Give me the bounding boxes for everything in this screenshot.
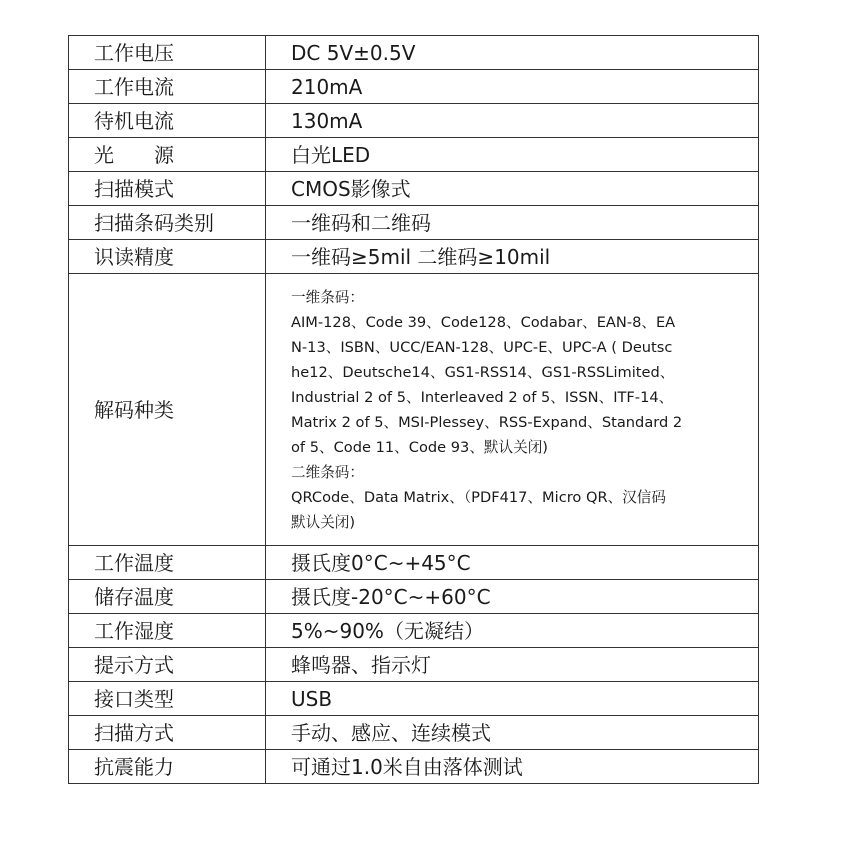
row-value-barcode-category: 一维码和二维码 <box>266 206 759 240</box>
decode-line: of 5、Code 11、Code 93、默认关闭) <box>291 438 548 456</box>
row-label-interface-type: 接口类型 <box>69 682 266 716</box>
table-row <box>69 104 759 138</box>
row-value-working-current: 210mA <box>266 70 759 104</box>
table-row <box>69 750 759 784</box>
table-row <box>69 172 759 206</box>
row-label-working-voltage: 工作电压 <box>69 36 266 70</box>
row-label-scan-method: 扫描方式 <box>69 716 266 750</box>
table-row <box>69 240 759 274</box>
row-value-standby-current: 130mA <box>266 104 759 138</box>
decode-line: Industrial 2 of 5、Interleaved 2 of 5、ISSN、ITF-14、 <box>291 388 674 406</box>
row-value-storage-temperature: 摄氏度-20°C~+60°C <box>266 580 759 614</box>
row-label-standby-current: 待机电流 <box>69 104 266 138</box>
table-row <box>69 546 759 580</box>
spec-table <box>68 35 759 784</box>
table-row <box>69 614 759 648</box>
row-value-decode-types <box>266 274 759 546</box>
decode-line: 二维条码： <box>291 463 364 481</box>
table-row <box>69 682 759 716</box>
row-value-prompt-mode: 蜂鸣器、指示灯 <box>266 648 759 682</box>
row-label-prompt-mode: 提示方式 <box>69 648 266 682</box>
row-value-light-source: 白光LED <box>266 138 759 172</box>
row-value-shock-resistance: 可通过1.0米自由落体测试 <box>266 750 759 784</box>
row-value-scan-method: 手动、感应、连续模式 <box>266 716 759 750</box>
row-label-light-source-part-2: 源 <box>154 142 174 167</box>
row-label-working-temperature: 工作温度 <box>69 546 266 580</box>
row-value-scan-mode: CMOS影像式 <box>266 172 759 206</box>
row-label-scan-mode: 扫描模式 <box>69 172 266 206</box>
decode-line: he12、Deutsche14、GS1-RSS14、GS1-RSSLimited、 <box>291 363 675 381</box>
row-value-working-voltage: DC 5V±0.5V <box>266 36 759 70</box>
decode-line: N-13、ISBN、UCC/EAN-128、UPC-E、UPC-A ( Deutsc <box>291 338 673 356</box>
row-value-working-humidity: 5%~90%（无凝结） <box>266 614 759 648</box>
table-row <box>69 138 759 172</box>
row-label-working-current: 工作电流 <box>69 70 266 104</box>
table-row <box>69 648 759 682</box>
row-value-working-temperature: 摄氏度0°C~+45°C <box>266 546 759 580</box>
row-label-barcode-category: 扫描条码类别 <box>69 206 266 240</box>
decode-line: 一维条码： <box>291 288 364 306</box>
row-label-shock-resistance: 抗震能力 <box>69 750 266 784</box>
row-label-decode-types: 解码种类 <box>69 274 266 546</box>
table-row <box>69 70 759 104</box>
row-label-light-source <box>69 138 266 172</box>
decode-line: AIM-128、Code 39、Code128、Codabar、EAN-8、EA <box>291 313 676 331</box>
decode-line: 默认关闭) <box>291 513 356 531</box>
table-row <box>69 274 759 546</box>
row-label-storage-temperature: 储存温度 <box>69 580 266 614</box>
row-value-interface-type: USB <box>266 682 759 716</box>
row-label-light-source-part-1: 光 <box>94 142 114 167</box>
row-label-working-humidity: 工作湿度 <box>69 614 266 648</box>
table-row <box>69 716 759 750</box>
table-row <box>69 36 759 70</box>
row-label-read-precision: 识读精度 <box>69 240 266 274</box>
decode-line: QRCode、Data Matrix、（PDF417、Micro QR、汉信码 <box>291 488 666 506</box>
table-row <box>69 580 759 614</box>
row-value-read-precision: 一维码≥5mil 二维码≥10mil <box>266 240 759 274</box>
table-row <box>69 206 759 240</box>
decode-line: Matrix 2 of 5、MSI-Plessey、RSS-Expand、Standard 2 <box>291 413 683 431</box>
